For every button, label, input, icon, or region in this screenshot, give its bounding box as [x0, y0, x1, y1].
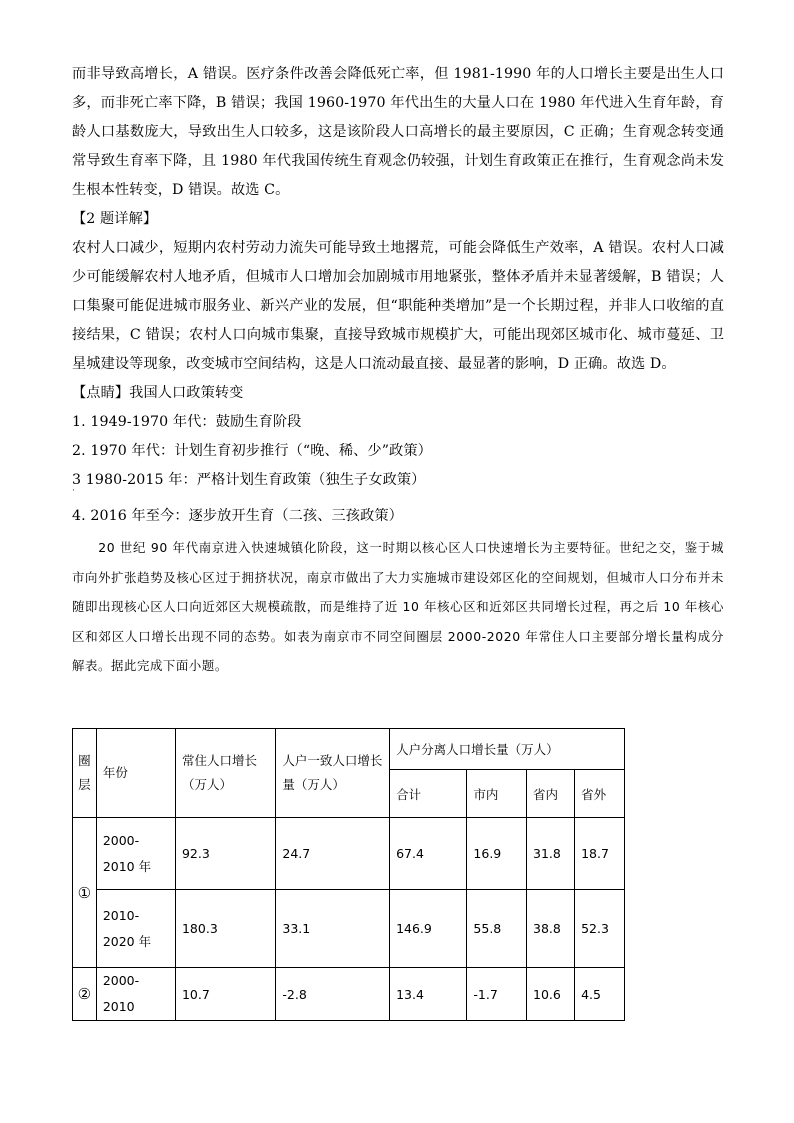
city-cell: -1.7 — [467, 968, 527, 1021]
policy-item-4: 4. 2016 年至今：逐步放开生育（二孩、三孩政策） — [72, 508, 403, 524]
province-cell: 10.6 — [527, 968, 575, 1021]
header-city: 市内 — [467, 770, 527, 818]
resident-cell: 180.3 — [175, 890, 275, 968]
answer-paragraph-1: 而非导致高增长，A 错误。医疗条件改善会降低死亡率，但 1981-1990 年的人口增长主要是出生人口多，而非死亡率下降，B 错误；我国 1960-1970 年代出生的大量人口在 1980 年代进入生育年龄，育龄人口基数庞大，导致出生人口较多，这是该阶段人口高增长的最主要原因，C 正确；生育观念转变通常导致生育率下降，且 1980 年代我国传统生育观念仍较强，计划生育政策正在推行，生育观念尚未发生根本性转变，D 错误。故选 C。 — [72, 66, 724, 198]
resident-cell: 10.7 — [175, 968, 275, 1021]
table-header-row-1 — [73, 729, 625, 770]
outside-cell: 4.5 — [575, 968, 625, 1021]
table-row — [73, 818, 625, 890]
year-cell: 2000-2010 — [96, 968, 175, 1021]
province-cell: 38.8 — [527, 890, 575, 968]
table-row — [73, 890, 625, 968]
header-separated: 人户分离人口增长量（万人） — [390, 729, 625, 770]
agree-cell: 24.7 — [276, 818, 390, 890]
header-layer: 圈层 — [73, 729, 97, 818]
section-heading-q2: 【2 题详解】 — [72, 211, 158, 227]
total-cell: 67.4 — [390, 818, 467, 890]
outside-cell: 18.7 — [575, 818, 625, 890]
outside-cell: 52.3 — [575, 890, 625, 968]
city-cell: 55.8 — [467, 890, 527, 968]
city-cell: 16.9 — [467, 818, 527, 890]
layer-cell: ① — [73, 818, 97, 968]
policy-item-3: 3 1980-2015 年：严格计划生育政策（独生子女政策） — [72, 472, 426, 488]
reading-passage: 20 世纪 90 年代南京进入快速城镇化阶段，这一时期以核心区人口快速增长为主要特征。世纪之交，鉴于城市向外扩张趋势及核心区过于拥挤状况，南京市做出了大力实施城市建设郊区化的空间规划，但城市人口分布并未随即出现核心区人口向近郊区大规模疏散，而是维持了近 10 年核心区和近郊区共同增长过程，再之后 10 年核心区和郊区人口增长出现不同的态势。如表为南京市不同空间圈层 2000-2020 年常住人口主要部分增长量构成分解表。据此完成下面小题。 — [72, 540, 724, 673]
header-total: 合计 — [390, 770, 467, 818]
year-cell: 2010-2020 年 — [96, 890, 175, 968]
policy-item-1: 1. 1949-1970 年代：鼓励生育阶段 — [72, 414, 302, 430]
header-agree: 人户一致人口增长量（万人） — [276, 729, 390, 818]
total-cell: 146.9 — [390, 890, 467, 968]
stray-dot-mark: · — [72, 486, 75, 496]
answer-paragraph-2: 农村人口减少，短期内农村劳动力流失可能导致土地撂荒，可能会降低生产效率，A 错误。农村人口减少可能缓解农村人地矛盾，但城市人口增加会加剧城市用地紧张，整体矛盾并未显著缓解，B 错误；人口集聚可能促进城市服务业、新兴产业的发展，但“职能种类增加”是一个长期过程，并非人口收缩的直接结果，C 错误；农村人口向城市集聚，直接导致城市规模扩大，可能出现郊区城市化、城市蔓延、卫星城建设等现象，改变城市空间结构，这是人口流动最直接、最显著的影响，D 正确。故选 D。 — [72, 240, 724, 372]
agree-cell: -2.8 — [276, 968, 390, 1021]
policy-item-2: 2. 1970 年代：计划生育初步推行（“晚、稀、少”政策） — [72, 443, 432, 459]
table-row — [73, 968, 625, 1021]
total-cell: 13.4 — [390, 968, 467, 1021]
layer-cell: ② — [73, 968, 97, 1021]
province-cell: 31.8 — [527, 818, 575, 890]
section-heading-tips: 【点睛】我国人口政策转变 — [72, 385, 244, 401]
header-year: 年份 — [96, 729, 175, 818]
header-resident: 常住人口增长（万人） — [175, 729, 275, 818]
resident-cell: 92.3 — [175, 818, 275, 890]
document-body — [72, 60, 724, 681]
population-table — [72, 728, 625, 1021]
header-province: 省内 — [527, 770, 575, 818]
header-outside: 省外 — [575, 770, 625, 818]
agree-cell: 33.1 — [276, 890, 390, 968]
year-cell: 2000-2010 年 — [96, 818, 175, 890]
